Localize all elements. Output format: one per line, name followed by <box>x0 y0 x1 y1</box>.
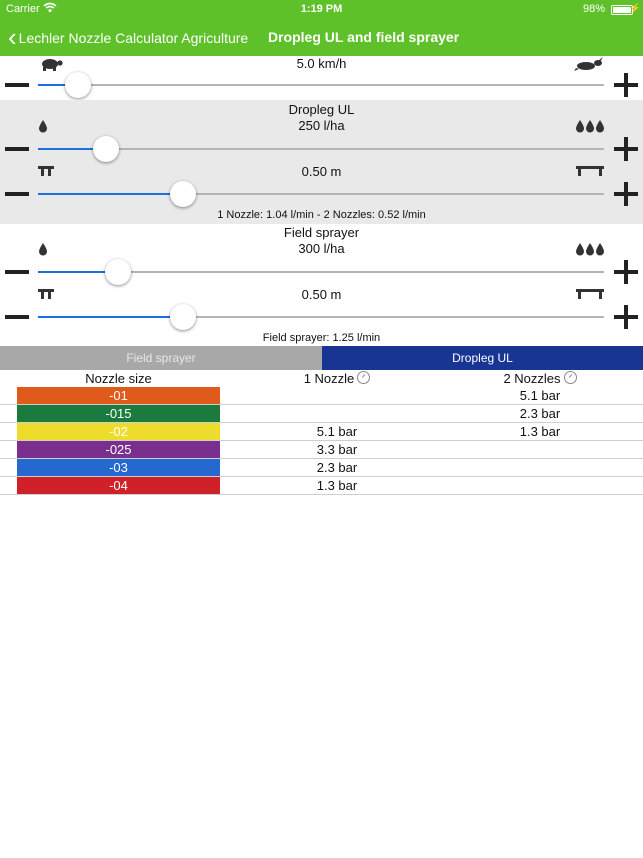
nozzle-size-cell <box>0 387 237 405</box>
triple-drop-icon <box>575 243 605 259</box>
nozzle-size-header: Nozzle size <box>85 371 152 386</box>
pressure-gauge-icon <box>564 371 577 384</box>
speed-value: 5.0 km/h <box>296 56 347 71</box>
table-row[interactable] <box>0 405 643 423</box>
speed-slider-thumb[interactable] <box>65 72 91 98</box>
one-nozzle-pressure: 2.3 bar <box>237 459 437 477</box>
speed-decrease-button[interactable] <box>5 83 29 87</box>
nozzle-size-badge: -025 <box>17 441 220 458</box>
chevron-left-icon: ‹ <box>8 21 17 52</box>
back-button[interactable] <box>8 21 249 52</box>
nozzle-size-badge: -04 <box>17 477 220 494</box>
dropleg-spacing-value: 0.50 m <box>301 164 342 179</box>
speed-increase-button[interactable] <box>614 73 638 97</box>
field-sprayer-spacing-decrease-button[interactable] <box>5 315 29 319</box>
back-button-label: Lechler Nozzle Calculator Agriculture <box>18 30 249 46</box>
one-nozzle-pressure: 5.1 bar <box>237 423 437 441</box>
two-nozzles-pressure <box>437 459 643 477</box>
table-row[interactable] <box>0 477 643 495</box>
table-row[interactable] <box>0 459 643 477</box>
dropleg-spacing-increase-button[interactable] <box>614 182 638 206</box>
dropleg-volume-slider-thumb[interactable] <box>93 136 119 162</box>
one-nozzle-pressure: 1.3 bar <box>237 477 437 495</box>
pressure-gauge-icon <box>357 371 370 384</box>
mode-segmented-control <box>0 346 643 370</box>
one-nozzle-pressure: 3.3 bar <box>237 441 437 459</box>
dropleg-volume-increase-button[interactable] <box>614 137 638 161</box>
field-sprayer-result: Field sprayer: 1.25 l/min <box>262 332 381 344</box>
nozzle-size-cell <box>0 477 237 495</box>
nav-bar <box>0 20 643 56</box>
one-nozzle-header <box>237 370 437 387</box>
carrier-label: Carrier <box>6 3 40 15</box>
speed-section <box>0 56 643 100</box>
field-sprayer-volume-increase-button[interactable] <box>614 260 638 284</box>
two-nozzles-pressure: 2.3 bar <box>437 405 643 423</box>
table-row[interactable] <box>0 441 643 459</box>
nozzle-size-cell <box>0 441 237 459</box>
field-sprayer-volume-value: 300 l/ha <box>298 241 345 256</box>
one-nozzle-header-label: 1 Nozzle <box>303 371 355 386</box>
two-nozzles-pressure <box>437 477 643 495</box>
field-sprayer-spacing-slider-track[interactable] <box>38 316 604 318</box>
nozzle-size-cell <box>0 423 237 441</box>
nozzle-size-badge: -015 <box>17 405 220 422</box>
field-sprayer-spacing-slider-thumb[interactable] <box>170 304 196 330</box>
field-sprayer-section <box>0 224 643 346</box>
dropleg-result: 1 Nozzle: 1.04 l/min - 2 Nozzles: 0.52 l/min <box>217 209 426 221</box>
single-drop-icon <box>38 243 48 259</box>
rabbit-icon <box>574 57 604 74</box>
wide-nozzle-icon <box>576 289 604 304</box>
clock: 1:19 PM <box>300 3 343 15</box>
two-nozzles-pressure: 5.1 bar <box>437 387 643 405</box>
dropleg-section <box>0 100 643 224</box>
dropleg-spacing-slider-track[interactable] <box>38 193 604 195</box>
table-row[interactable] <box>0 387 643 405</box>
field-sprayer-spacing-increase-button[interactable] <box>614 305 638 329</box>
field-sprayer-spacing-value: 0.50 m <box>301 287 342 302</box>
wide-nozzle-icon <box>576 166 604 181</box>
field-sprayer-volume-slider-thumb[interactable] <box>105 259 131 285</box>
two-nozzles-pressure <box>437 441 643 459</box>
battery-percent: 98% <box>582 3 605 15</box>
nozzle-table <box>0 370 643 495</box>
nozzle-size-badge: -02 <box>17 423 220 440</box>
two-nozzles-pressure: 1.3 bar <box>437 423 643 441</box>
field-sprayer-spacing-slider-fill <box>38 316 183 318</box>
dropleg-spacing-slider-thumb[interactable] <box>170 181 196 207</box>
triple-drop-icon <box>575 120 605 136</box>
field-sprayer-heading: Field sprayer <box>283 225 360 240</box>
speed-slider-track[interactable] <box>38 84 604 86</box>
nozzle-size-cell <box>0 459 237 477</box>
navigation-bar <box>0 0 643 56</box>
tab-field-sprayer[interactable]: Field sprayer <box>0 346 322 370</box>
nozzle-size-badge: -01 <box>17 387 220 404</box>
nozzle-size-badge: -03 <box>17 459 220 476</box>
one-nozzle-pressure <box>237 387 437 405</box>
field-sprayer-volume-decrease-button[interactable] <box>5 270 29 274</box>
page-title: Dropleg UL and field sprayer <box>268 29 460 45</box>
dropleg-volume-slider-track[interactable] <box>38 148 604 150</box>
one-nozzle-pressure <box>237 405 437 423</box>
single-drop-icon <box>38 120 48 136</box>
dropleg-spacing-slider-fill <box>38 193 183 195</box>
two-nozzles-header <box>437 370 643 387</box>
tab-dropleg-ul[interactable]: Dropleg UL <box>322 346 643 370</box>
table-header-row <box>0 370 643 387</box>
field-sprayer-volume-slider-track[interactable] <box>38 271 604 273</box>
dropleg-spacing-decrease-button[interactable] <box>5 192 29 196</box>
dropleg-volume-decrease-button[interactable] <box>5 147 29 151</box>
table-row[interactable] <box>0 423 643 441</box>
dropleg-volume-value: 250 l/ha <box>298 118 345 133</box>
charging-icon: ⚡ <box>629 3 641 13</box>
two-nozzles-header-label: 2 Nozzles <box>503 371 561 386</box>
status-bar <box>0 0 643 20</box>
dropleg-heading: Dropleg UL <box>288 102 355 117</box>
nozzle-size-cell <box>0 405 237 423</box>
